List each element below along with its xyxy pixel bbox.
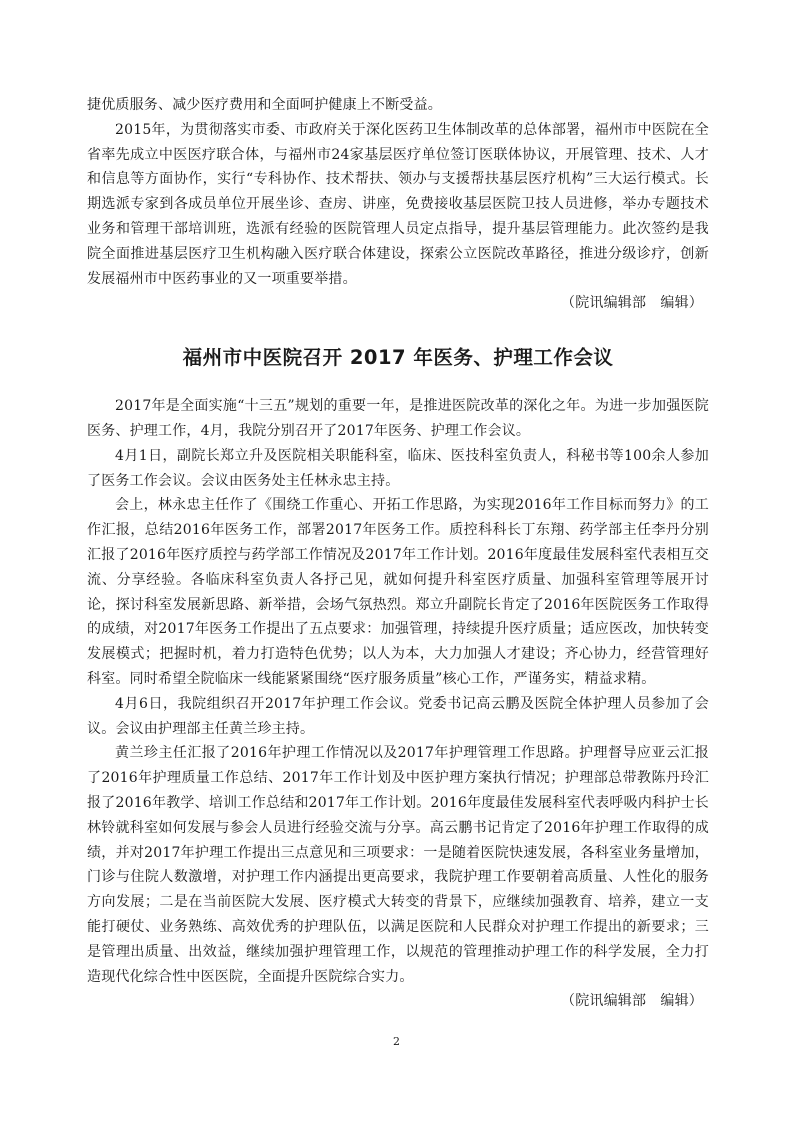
paragraph: 会上，林永忠主任作了《围绕工作重心、开拓工作思路，为实现2016年工作目标而努力》的工作汇报，总结2016年医务工作，部署2017年医务工作。质控科科长丁东翔、药学部主任李丹分别汇报了2016年医疗质控与药学部工作情况及2017年工作计划。2016年度最佳发展科室代表相互交流、分享经验。各临床科室负责人各抒己见，就如何提升科室医疗质量、加强科室管理等展开讨论，探讨科室发展新思路、新举措，会场气氛热烈。郑立升副院长肯定了2016年医院医务工作取得的成绩，对2017年医务工作提出了五点要求：加强管理，持续提升医疗质量；适应医改，加快转变发展模式；把握时机，着力打造特色优势；以人为本，大力加强人才建设；齐心协力，经营管理好科室。同时希望全院临床一线能紧紧围绕“医疗服务质量”核心工作，严谨务实，精益求精。 xyxy=(87,497,709,687)
paragraph: 4月6日，我院组织召开2017年护理工作会议。党委书记高云鹏及医院全体护理人员参加了会议。会议由护理部主任黄兰珍主持。 xyxy=(87,695,709,737)
page-number: 2 xyxy=(393,1035,400,1048)
article-title: 福州市中医院召开 2017 年医务、护理工作会议 xyxy=(182,346,614,370)
paragraph: 黄兰珍主任汇报了2016年护理工作情况以及2017年护理管理工作思路。护理督导应亚云汇报了2016年护理质量工作总结、2017年工作计划及中医护理方案执行情况；护理部总带教陈丹玲汇报了2016年教学、培训工作总结和2017年工作计划。2016年度最佳发展科室代表呼吸内科护士长林铃就科室如何发展与参会人员进行经验交流与分享。高云鹏书记肯定了2016年护理工作取得的成绩，并对2017年护理工作提出三点意见和三项要求：一是随着医院快速发展，各科室业务量增加，门诊与住院人数激增，对护理工作内涵提出更高要求，我院护理工作要朝着高质量、人性化的服务方向发展；二是在当前医院大发展、医疗模式大转变的背景下，应继续加强教育、培养，建立一支能打硬仗、业务熟练、高效优秀的护理队伍，以满足医院和人民群众对护理工作提出的新要求；三是管理出质量、出效益，继续加强护理管理工作，以规范的管理推动护理工作的科学发展，全力打造现代化综合性中医医院，全面提升医院综合实力。 xyxy=(87,745,709,985)
article-continuation xyxy=(87,93,709,316)
paragraph: 2015年，为贯彻落实市委、市政府关于深化医药卫生体制改革的总体部署，福州市中医院在全省率先成立中医医疗联合体，与福州市24家基层医疗单位签订医联体协议，开展管理、技术、人才和信息等方面协作，实行“专科协作、技术帮扶、领办与支援帮扶基层医疗机构”三大运行模式。长期选派专家到各成员单位开展坐诊、查房、讲座，免费接收基层医院卫技人员进修，举办专题技术业务和管理干部培训班，选派有经验的医院管理人员定点指导，提升基层管理能力。此次签约是我院全面推进基层医疗卫生机构融入医疗联合体建设，探索公立医院改革路径，推进分级诊疗，创新发展福州市中医药事业的又一项重要举措。 xyxy=(87,121,709,287)
paragraph: 捷优质服务、减少医疗费用和全面呵护健康上不断受益。 xyxy=(87,97,442,113)
paragraph: 4月1日，副院长郑立升及医院相关职能科室，临床、医技科室负责人，科秘书等100余人参加了医务工作会议。会议由医务处主任林永忠主持。 xyxy=(87,447,709,489)
article-body xyxy=(87,394,709,1014)
paragraph: 2017年是全面实施“十三五”规划的重要一年，是推进医院改革的深化之年。为进一步加强医院医务、护理工作，4月，我院分别召开了2017年医务、护理工作会议。 xyxy=(87,398,709,439)
editor-credit: （院讯编辑部 编辑） xyxy=(561,993,703,1010)
page-content xyxy=(87,93,709,1014)
editor-credit: （院讯编辑部 编辑） xyxy=(561,295,703,312)
